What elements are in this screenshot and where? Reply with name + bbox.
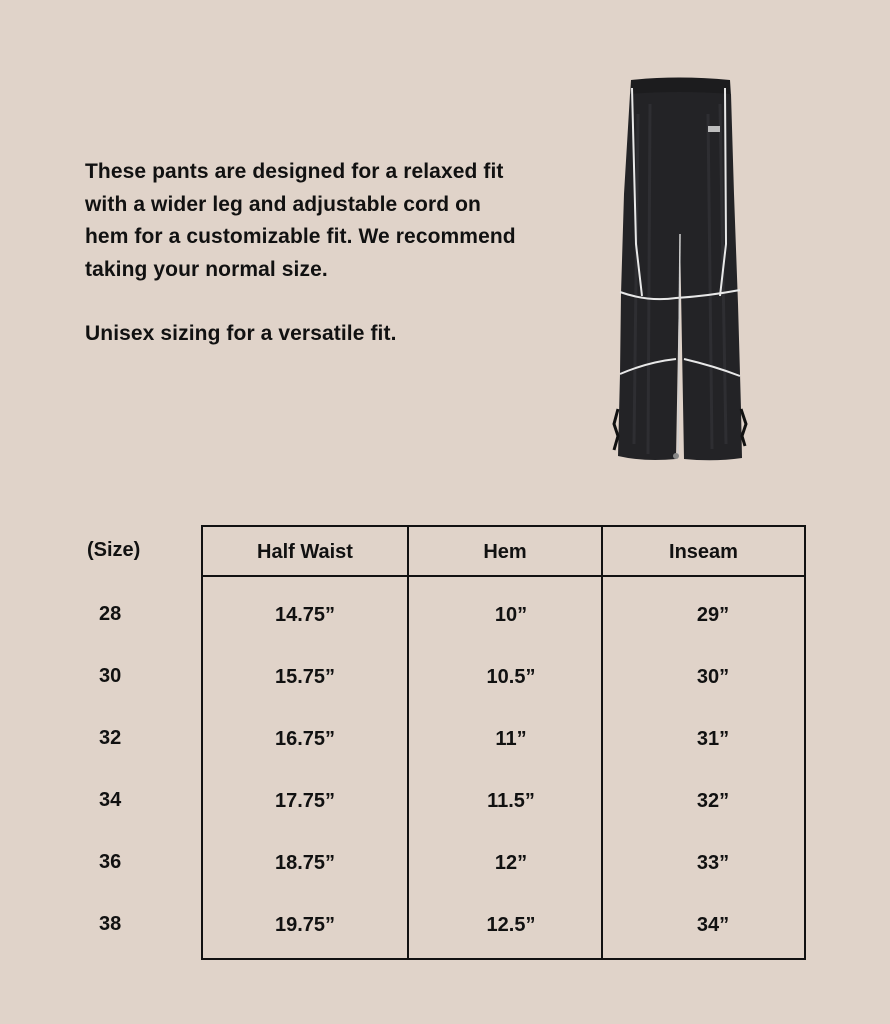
- header-inseam: Inseam: [669, 541, 738, 563]
- hem-cell: 11.5”: [487, 790, 535, 812]
- half-waist-cell: 14.75”: [274, 604, 336, 626]
- hem-cell: 10.5”: [486, 666, 536, 688]
- header-divider: [203, 575, 804, 577]
- black-track-pants-image: [608, 74, 748, 466]
- header-hem: Hem: [483, 541, 527, 563]
- inseam-cell: 34”: [696, 914, 730, 936]
- half-waist-cell: 15.75”: [274, 666, 336, 688]
- unisex-note: Unisex sizing for a versatile fit.: [85, 322, 397, 345]
- inseam-cell: 31”: [696, 728, 730, 750]
- inseam-cell: 33”: [696, 852, 730, 874]
- fit-description: These pants are designed for a relaxed fit with a wider leg and adjustable cord on hem for a customizable fit. We recommend taking your normal size.: [85, 160, 516, 281]
- size-guide-description: [85, 156, 525, 351]
- half-waist-cell: 16.75”: [274, 728, 336, 750]
- size-value: 28: [99, 603, 122, 625]
- size-column-header: (Size): [87, 539, 141, 561]
- hem-cell: 12.5”: [486, 914, 536, 936]
- hem-cell: 12”: [494, 852, 528, 874]
- header-half-waist: Half Waist: [257, 541, 353, 563]
- half-waist-cell: 18.75”: [274, 852, 336, 874]
- size-value: 32: [99, 727, 122, 749]
- hem-cell: 11”: [495, 728, 527, 750]
- half-waist-cell: 17.75”: [274, 790, 336, 812]
- inseam-cell: 30”: [696, 666, 730, 688]
- half-waist-cell: 19.75”: [274, 914, 336, 936]
- size-value: 36: [99, 851, 122, 873]
- size-value: 30: [99, 665, 122, 687]
- inseam-cell: 32”: [696, 790, 730, 812]
- hem-cell: 10”: [494, 604, 528, 626]
- size-value: 34: [99, 789, 122, 811]
- inseam-cell: 29”: [696, 604, 730, 626]
- size-value: 38: [99, 913, 122, 935]
- size-chart-table: [201, 525, 806, 960]
